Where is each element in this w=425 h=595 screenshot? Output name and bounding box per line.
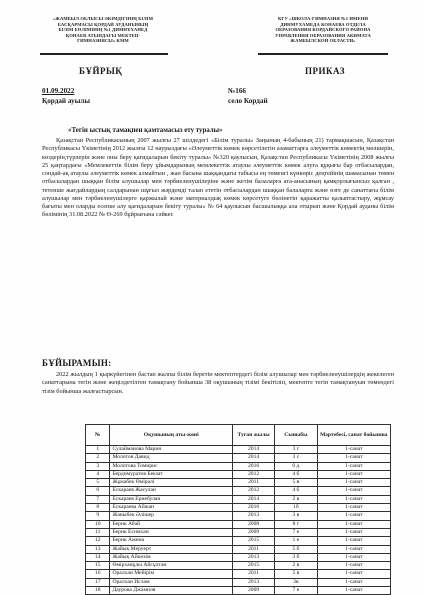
table-row (86, 454, 391, 462)
cell-name: Жұмабек Өмірәлі (110, 479, 233, 487)
cell-birth-year: 2008 (232, 520, 274, 528)
cell-status: 1-санат (317, 454, 390, 462)
cell-status: 1-санат (317, 479, 390, 487)
cell-number: 11 (86, 528, 110, 536)
cell-number: 6 (86, 487, 110, 495)
table-row (86, 578, 391, 586)
cell-name: Бердимуратов Бекзат (110, 470, 233, 478)
cell-status: 1-санат (317, 562, 390, 570)
cell-name: Берик Абай (110, 520, 233, 528)
cell-grade: 0 д (275, 462, 317, 470)
table-row (86, 537, 391, 545)
header-grade: Сыныбы (275, 425, 317, 446)
place-kz: Қордай ауылы (42, 97, 90, 105)
cell-number: 3 (86, 462, 110, 470)
cell-name: Жаныбек Әлішер (110, 512, 233, 520)
cell-name: Молотов Давид (110, 454, 233, 462)
cell-number: 9 (86, 512, 110, 520)
cell-birth-year: 2013 (232, 578, 274, 586)
cell-birth-year: 2011 (232, 479, 274, 487)
org-header-line: ГИМНАЗИЯСЫ» КММ (77, 38, 129, 44)
org-header-line: БАСҚАРМАСЫ ҚОРДАЙ АУДАНЫНЫҢ (57, 21, 149, 27)
order-title: «Тегін ыстық тамақпен қамтамасыз ету туралы» (68, 127, 223, 134)
cell-number: 12 (86, 537, 110, 545)
cell-birth-year: 2014 (232, 454, 274, 462)
place-ru: село Кордай (228, 97, 268, 105)
cell-birth-year: 2012 (232, 487, 274, 495)
org-header-line: «ЖАМБЫЛ ОБЛЫСЫ ӘКІМДІГІНІҢ БІЛІМ (52, 16, 154, 21)
cell-number: 5 (86, 479, 110, 487)
cell-name: Даурова Джамиля (110, 587, 233, 595)
cell-status: 1-санат (317, 537, 390, 545)
cell-name: Берик Есимхан (110, 528, 233, 536)
cell-status: 1-санат (317, 504, 390, 512)
cell-status: 1-санат (317, 528, 390, 536)
cell-number: 8 (86, 504, 110, 512)
table-row (86, 462, 391, 470)
decree-label: БҰЙЫРАМЫН: (42, 358, 112, 368)
cell-number: 7 (86, 495, 110, 503)
org-header-kz (38, 16, 168, 44)
cell-grade: 2 в (275, 562, 317, 570)
cell-status: 1-санат (317, 520, 390, 528)
cell-status: 1-санат (317, 578, 390, 586)
cell-name: Ескараева Айжан (110, 504, 233, 512)
cell-birth-year: 2009 (232, 528, 274, 536)
cell-grade: 5 в (275, 570, 317, 578)
org-header-line: ҚОНАЕВ АТЫНДАҒЫ МЕКТЕП- (65, 32, 141, 38)
cell-status: 1-санат (317, 545, 390, 553)
header-name: Оқушының аты-жөні (110, 425, 233, 446)
org-header-line: ОБРАЗОВАНИЯ КОРДАЙСКОГО РАЙОНА (275, 27, 371, 33)
table-row (86, 528, 391, 536)
cell-name: Оралхан Ислам (110, 578, 233, 586)
table-row (86, 495, 391, 503)
org-header-line: ЖАМБЫЛСКОЙ ОБЛАСТИ» (290, 38, 356, 44)
cell-number: 1 (86, 446, 110, 454)
cell-status: 1-санат (317, 470, 390, 478)
cell-number: 17 (86, 578, 110, 586)
cell-grade: 3 г (275, 446, 317, 454)
table-row (86, 504, 391, 512)
cell-birth-year: 2016 (232, 462, 274, 470)
header-divider-left (40, 53, 168, 55)
cell-birth-year: 2015 (232, 537, 274, 545)
cell-status: 1-санат (317, 487, 390, 495)
cell-number: 13 (86, 545, 110, 553)
cell-status: 1-санат (317, 570, 390, 578)
header-number: № (86, 425, 110, 446)
table-row (86, 446, 391, 454)
table-row (86, 520, 391, 528)
cell-birth-year: 2016 (232, 504, 274, 512)
cell-status: 1-санат (317, 495, 390, 503)
cell-grade: 7 е (275, 528, 317, 536)
org-header-line: КГУ «ШКОЛА-ГИМНАЗИЯ №1 ИМЕНИ (278, 16, 368, 21)
cell-birth-year: 2012 (232, 470, 274, 478)
cell-grade: 4 б (275, 487, 317, 495)
cell-birth-year: 2013 (232, 512, 274, 520)
cell-birth-year: 2009 (232, 587, 274, 595)
cell-birth-year: 2011 (232, 545, 274, 553)
cell-status: 1-санат (317, 553, 390, 561)
cell-status: 1-санат (317, 512, 390, 520)
cell-birth-year: 2013 (232, 553, 274, 561)
org-header-line: ДИНМУХАМЕДА КОНАЕВА ОТДЕЛА (280, 21, 366, 27)
cell-grade: 3в (275, 578, 317, 586)
doc-type-kz: БҰЙРЫҚ (79, 66, 123, 76)
cell-name: Өмірханұлы Айсұлтан (110, 562, 233, 570)
cell-grade: 1б (275, 504, 317, 512)
cell-status: 1-санат (317, 587, 390, 595)
table-row (86, 470, 391, 478)
header-status: Мәртебесі, санат бойынша (317, 425, 390, 446)
cell-birth-year: 2011 (232, 570, 274, 578)
cell-number: 2 (86, 454, 110, 462)
cell-name: Ескараев Ернебулан (110, 495, 233, 503)
cell-number: 14 (86, 553, 110, 561)
cell-name: Молотова Томирис (110, 462, 233, 470)
cell-status: 1-санат (317, 462, 390, 470)
cell-number: 18 (86, 587, 110, 595)
table-row (86, 587, 391, 595)
cell-grade: 3 б (275, 553, 317, 561)
doc-type-ru: ПРИКАЗ (305, 66, 346, 76)
table-header-row (86, 425, 391, 446)
cell-grade: 4 б (275, 470, 317, 478)
cell-number: 15 (86, 562, 110, 570)
header-divider-right (258, 53, 388, 55)
preamble-paragraph: Қазақстан Республикасының 2007 жылғы 27 шілдедегі «Білім туралы» Заңының 4-бабының 21) тармақшасын, Қазақстан Республикасы Үкіметінің 2012 жылғы 12 наурыздағы «Әлеуметтік көмек көрсетілетін азаматтарға әлеуметтік көмектің мөлшерін, көздерін,түрлерін және оны беру қағидаларын бекіту туралы» №320 қаулысын, Қазақстан Республикасы Үкіметінің 2008 жылғы 25 қаңтардағы «Мемлекеттік білім беру ұйымдарының мемлекеттік атаулы әлеуметтік көмек алуға құқығы бар отбасылардан, сондай-ақ атаулы әлеуметтік көмек алмайтын , жан басына шаққандағы табысы ең төменгі күнкөріс деңгейінің шамасынан төмен отбасылардан шыққан білім алушылар мен тәрбиеленушілеріне және жетім балаларға ата-анасының қамқорлығынсыз қалған , тетенше жағдайлардың салдарынан шұғыл жәрдемді талап ететін отбасылардан шыққан балаларға және өзге де санаттағы білім алушылар мен тәрбиеленушілерге қаржылай және материалдық көмек көрсетуге бөлінетін қаражатты қалыптастыру, жұмсау бағыты мен оларды есепке алу қағидаларын бекіту туралы» № 64 қаулысын басшылыққа ала отырып және Қордай ауданы білім бөлімінің 31.08.2022 № Ө-269 бұйрығына сәйкес (42, 137, 394, 219)
cell-name: Жайық Меруерт (110, 545, 233, 553)
order-number: №166 (228, 87, 247, 95)
table-row (86, 553, 391, 561)
header-birth-year: Туған жылы (232, 425, 274, 446)
cell-grade: 2 в (275, 495, 317, 503)
cell-number: 4 (86, 470, 110, 478)
cell-grade: 3 с (275, 454, 317, 462)
cell-grade: 5 б (275, 545, 317, 553)
table-row (86, 512, 391, 520)
order-date: 01.09.2022 (42, 87, 75, 95)
table-body (86, 446, 391, 595)
cell-name: Берик Амина (110, 537, 233, 545)
cell-birth-year: 2014 (232, 446, 274, 454)
table-row (86, 562, 391, 570)
cell-grade: 8 г (275, 520, 317, 528)
cell-number: 16 (86, 570, 110, 578)
cell-birth-year: 2014 (232, 495, 274, 503)
decree-paragraph: 2022 жылдың 1 қыркүйегінен бастап жалпы білім беретін мектептердегі білім алушылар мен тәрбиеленушілердің жекелеген санаттарына тегін және жеңілдетілген тамақтану бойынша 38 оқушының тізімі бекітіліп, мектепте тегін тамақтануын төмендегі тізім бойынша жалғастырсын. (42, 371, 394, 395)
table-row (86, 487, 391, 495)
student-table (85, 424, 391, 595)
table-row (86, 479, 391, 487)
cell-birth-year: 2015 (232, 562, 274, 570)
cell-grade: 5 в (275, 479, 317, 487)
cell-name: Жайық Айкөзім (110, 553, 233, 561)
cell-grade: 1 е (275, 537, 317, 545)
cell-number: 10 (86, 520, 110, 528)
cell-name: Оралхан Мейірім (110, 570, 233, 578)
table-row (86, 570, 391, 578)
org-header-line: БІЛІМ БӨЛІМІНІҢ №1 ДИМНҰХАНЕД (58, 27, 148, 33)
cell-grade: 7 е (275, 587, 317, 595)
org-header-ru (258, 16, 388, 44)
cell-status: 1-санат (317, 446, 390, 454)
org-header-line: УПРАВЛЕНИЯ ОБРАЗОВАНИЯ АКИМАТА (275, 32, 371, 38)
table-row (86, 545, 391, 553)
cell-name: Ескараев Жасулан (110, 487, 233, 495)
cell-grade: 3 в (275, 512, 317, 520)
cell-name: Сулайманова Мария (110, 446, 233, 454)
